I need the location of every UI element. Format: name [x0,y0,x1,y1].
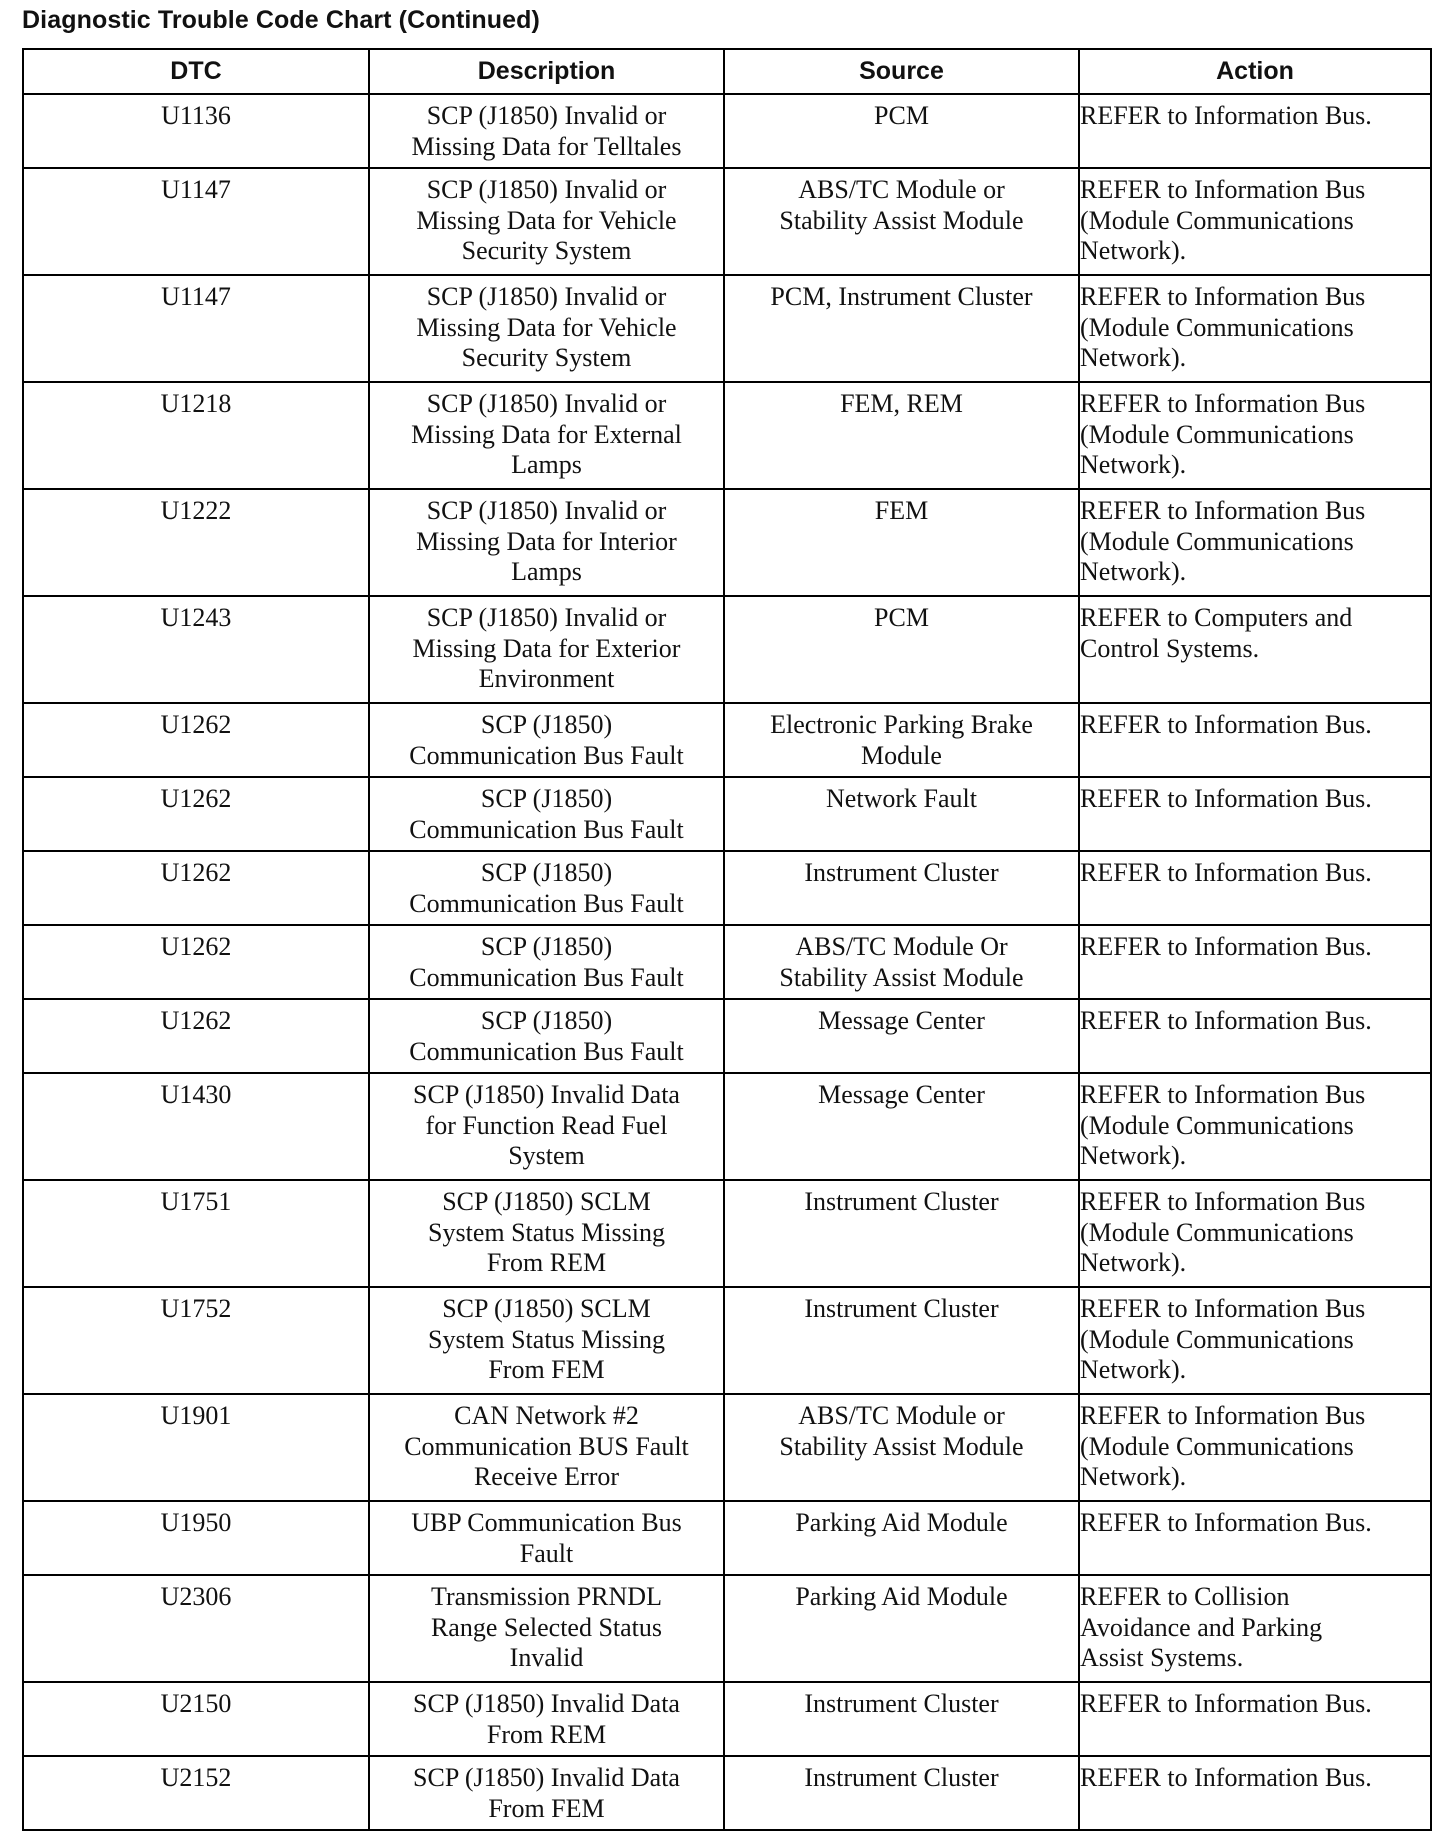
action-cell-line: (Module Communications [1080,312,1354,342]
source-cell-line: Instrument Cluster [804,1763,999,1792]
source-cell-line: Electronic Parking Brake [770,710,1033,739]
description-cell [369,851,724,925]
source-cell-line: Instrument Cluster [804,858,999,887]
source-cell-line: PCM [874,603,929,632]
table-row [23,1394,1431,1501]
source-cell-line: Message Center [818,1006,985,1035]
source-cell-line: Module [861,740,942,770]
description-cell-line: From REM [486,1248,607,1277]
action-cell-line: Network). [1080,1141,1187,1170]
table-row [23,999,1431,1073]
action-cell [1079,1180,1431,1287]
action-cell-line: REFER to Information Bus. [1080,710,1372,739]
source-cell [724,851,1079,925]
source-cell-line: Parking Aid Module [795,1508,1008,1537]
description-cell [369,1501,724,1575]
dtc-code-cell: U1262 [23,925,369,999]
table-row [23,382,1431,489]
source-cell-line: Network Fault [826,784,977,813]
description-cell-line: Invalid [509,1643,584,1672]
action-cell-line: Network). [1080,450,1187,479]
dtc-code-cell: U1243 [23,596,369,703]
column-header-description: Description [369,49,724,94]
description-cell-line: SCP (J1850) Invalid or [426,282,667,311]
dtc-code-cell: U1901 [23,1394,369,1501]
source-cell [724,94,1079,168]
action-cell-line: REFER to Information Bus. [1080,784,1372,813]
action-cell-line: Network). [1080,1355,1187,1384]
description-cell-line: From REM [486,1719,607,1749]
action-cell [1079,382,1431,489]
description-cell-line: Missing Data for Exterior [412,633,681,663]
action-cell [1079,999,1431,1073]
description-cell-line: System Status Missing [428,1324,665,1354]
action-cell [1079,168,1431,275]
source-cell-line: Message Center [818,1080,985,1109]
dtc-code-cell: U1262 [23,851,369,925]
description-cell [369,703,724,777]
action-cell [1079,1575,1431,1682]
action-cell-line: Network). [1080,1462,1187,1491]
action-cell-line: REFER to Computers and [1080,603,1353,632]
action-cell [1079,925,1431,999]
dtc-code-cell: U2152 [23,1756,369,1830]
action-cell-line: REFER to Information Bus [1080,1080,1366,1109]
source-cell [724,703,1079,777]
action-cell [1079,1682,1431,1756]
description-cell-line: Communication Bus Fault [409,740,684,770]
action-cell-line: Network). [1080,236,1187,265]
action-cell [1079,489,1431,596]
dtc-code-cell: U1262 [23,703,369,777]
action-cell [1079,777,1431,851]
description-cell [369,1180,724,1287]
description-cell [369,999,724,1073]
source-cell [724,489,1079,596]
source-cell-line: Stability Assist Module [779,205,1024,235]
action-cell [1079,851,1431,925]
dtc-code-cell: U1136 [23,94,369,168]
description-cell [369,1073,724,1180]
source-cell-line: Parking Aid Module [795,1582,1008,1611]
description-cell [369,382,724,489]
description-cell [369,925,724,999]
description-cell-line: Communication Bus Fault [409,962,684,992]
action-cell-line: REFER to Information Bus [1080,175,1366,204]
table-row [23,1682,1431,1756]
description-cell-line: SCP (J1850) SCLM [442,1187,651,1216]
action-cell-line: REFER to Information Bus [1080,389,1366,418]
description-cell-line: for Function Read Fuel [425,1110,668,1140]
table-row [23,703,1431,777]
description-cell-line: SCP (J1850) [480,858,613,887]
action-cell-line: Network). [1080,343,1187,372]
dtc-table [22,48,1432,1831]
table-row [23,1180,1431,1287]
description-cell-line: From FEM [488,1793,605,1823]
description-cell [369,94,724,168]
description-cell-line: System Status Missing [428,1217,665,1247]
action-cell-line: REFER to Information Bus [1080,1187,1366,1216]
description-cell-line: SCP (J1850) Invalid or [426,603,667,632]
source-cell-line: ABS/TC Module or [798,175,1005,204]
column-header-source: Source [724,49,1079,94]
source-cell [724,925,1079,999]
description-cell-line: Transmission PRNDL [431,1582,662,1611]
source-cell [724,1756,1079,1830]
description-cell-line: SCP (J1850) [480,784,613,813]
description-cell-line: Lamps [511,557,582,586]
source-cell-line: Instrument Cluster [804,1689,999,1718]
dtc-code-cell: U1147 [23,168,369,275]
source-cell-line: Stability Assist Module [779,1431,1024,1461]
description-cell-line: Missing Data for Vehicle [416,312,677,342]
description-cell [369,1756,724,1830]
source-cell [724,1287,1079,1394]
action-cell-line: (Module Communications [1080,1431,1354,1461]
description-cell-line: SCP (J1850) Invalid or [426,101,667,130]
source-cell-line: PCM, Instrument Cluster [770,282,1033,311]
description-cell-line: Security System [461,236,632,265]
source-cell [724,275,1079,382]
action-cell-line: Assist Systems. [1080,1643,1244,1672]
action-cell-line: REFER to Information Bus [1080,496,1366,525]
action-cell-line: REFER to Information Bus. [1080,858,1372,887]
description-cell-line: SCP (J1850) [480,1006,613,1035]
table-row [23,1073,1431,1180]
dtc-code-cell: U1430 [23,1073,369,1180]
dtc-code-cell: U1950 [23,1501,369,1575]
description-cell-line: Lamps [511,450,582,479]
description-cell-line: Missing Data for Telltales [411,131,682,161]
description-cell-line: SCP (J1850) Invalid Data [413,1080,680,1109]
source-cell-line: FEM, REM [840,389,963,418]
action-cell-line: REFER to Information Bus. [1080,1689,1372,1718]
action-cell-line: (Module Communications [1080,1110,1354,1140]
description-cell-line: Missing Data for External [411,419,682,449]
action-cell-line: REFER to Information Bus. [1080,101,1372,130]
source-cell [724,596,1079,703]
description-cell [369,489,724,596]
source-cell [724,1682,1079,1756]
description-cell-line: CAN Network #2 [454,1401,639,1430]
source-cell [724,1575,1079,1682]
source-cell [724,168,1079,275]
description-cell-line: Missing Data for Interior [416,526,677,556]
source-cell [724,1180,1079,1287]
description-cell [369,777,724,851]
dtc-code-cell: U1751 [23,1180,369,1287]
description-cell-line: Security System [461,343,632,372]
action-cell-line: Avoidance and Parking [1080,1612,1323,1642]
table-header-row [23,49,1431,94]
description-cell-line: Communication Bus Fault [409,814,684,844]
description-cell [369,168,724,275]
table-row [23,275,1431,382]
table-row [23,1756,1431,1830]
action-cell [1079,1394,1431,1501]
source-cell [724,777,1079,851]
source-cell-line: Instrument Cluster [804,1294,999,1323]
action-cell-line: REFER to Collision [1080,1582,1290,1611]
description-cell-line: Communication Bus Fault [409,888,684,918]
description-cell-line: SCP (J1850) Invalid or [426,496,667,525]
action-cell-line: REFER to Information Bus. [1080,932,1372,961]
description-cell [369,1394,724,1501]
action-cell [1079,94,1431,168]
description-cell-line: SCP (J1850) Invalid Data [413,1689,680,1718]
description-cell [369,1682,724,1756]
dtc-code-cell: U1218 [23,382,369,489]
action-cell-line: (Module Communications [1080,1217,1354,1247]
source-cell [724,999,1079,1073]
table-row [23,489,1431,596]
action-cell [1079,1073,1431,1180]
source-cell [724,1394,1079,1501]
action-cell [1079,1756,1431,1830]
action-cell-line: Network). [1080,557,1187,586]
dtc-code-cell: U1262 [23,777,369,851]
table-row [23,596,1431,703]
table-body [23,94,1431,1830]
description-cell-line: System [508,1141,585,1170]
description-cell-line: SCP (J1850) Invalid Data [413,1763,680,1792]
description-cell [369,275,724,382]
source-cell-line: Stability Assist Module [779,962,1024,992]
table-row [23,1287,1431,1394]
source-cell-line: Instrument Cluster [804,1187,999,1216]
dtc-code-cell: U1262 [23,999,369,1073]
action-cell [1079,275,1431,382]
description-cell-line: Environment [478,664,615,693]
dtc-code-cell: U1222 [23,489,369,596]
table-row [23,777,1431,851]
action-cell-line: REFER to Information Bus [1080,282,1366,311]
action-cell [1079,703,1431,777]
source-cell [724,1501,1079,1575]
description-cell-line: Missing Data for Vehicle [416,205,677,235]
dtc-code-cell: U1752 [23,1287,369,1394]
action-cell-line: (Module Communications [1080,526,1354,556]
table-row [23,925,1431,999]
action-cell [1079,1501,1431,1575]
source-cell-line: PCM [874,101,929,130]
description-cell-line: SCP (J1850) SCLM [442,1294,651,1323]
action-cell [1079,596,1431,703]
description-cell-line: SCP (J1850) Invalid or [426,389,667,418]
action-cell-line: REFER to Information Bus. [1080,1763,1372,1792]
action-cell-line: (Module Communications [1080,205,1354,235]
description-cell [369,1287,724,1394]
dtc-code-cell: U2306 [23,1575,369,1682]
action-cell-line: REFER to Information Bus [1080,1294,1366,1323]
description-cell-line: UBP Communication Bus [411,1508,682,1537]
action-cell [1079,1287,1431,1394]
action-cell-line: Network). [1080,1248,1187,1277]
description-cell [369,596,724,703]
action-cell-line: (Module Communications [1080,419,1354,449]
table-row [23,168,1431,275]
dtc-code-cell: U1147 [23,275,369,382]
action-cell-line: REFER to Information Bus. [1080,1006,1372,1035]
description-cell-line: Range Selected Status [430,1612,663,1642]
table-row [23,851,1431,925]
column-header-action: Action [1079,49,1431,94]
description-cell-line: Receive Error [473,1462,620,1491]
column-header-dtc: DTC [23,49,369,94]
description-cell-line: SCP (J1850) [480,932,613,961]
description-cell-line: SCP (J1850) [480,710,613,739]
action-cell-line: REFER to Information Bus [1080,1401,1366,1430]
description-cell-line: Communication Bus Fault [409,1036,684,1066]
table-row [23,1575,1431,1682]
source-cell-line: ABS/TC Module Or [795,932,1008,961]
source-cell [724,1073,1079,1180]
description-cell-line: From FEM [488,1355,605,1384]
source-cell-line: ABS/TC Module or [798,1401,1005,1430]
source-cell [724,382,1079,489]
description-cell [369,1575,724,1682]
description-cell-line: Communication BUS Fault [404,1431,689,1461]
source-cell-line: FEM [874,496,929,525]
description-cell-line: Fault [519,1538,574,1568]
dtc-code-cell: U2150 [23,1682,369,1756]
table-row [23,94,1431,168]
table-row [23,1501,1431,1575]
action-cell-line: (Module Communications [1080,1324,1354,1354]
description-cell-line: SCP (J1850) Invalid or [426,175,667,204]
page-title: Diagnostic Trouble Code Chart (Continued) [22,6,540,34]
action-cell-line: REFER to Information Bus. [1080,1508,1372,1537]
action-cell-line: Control Systems. [1080,633,1260,663]
